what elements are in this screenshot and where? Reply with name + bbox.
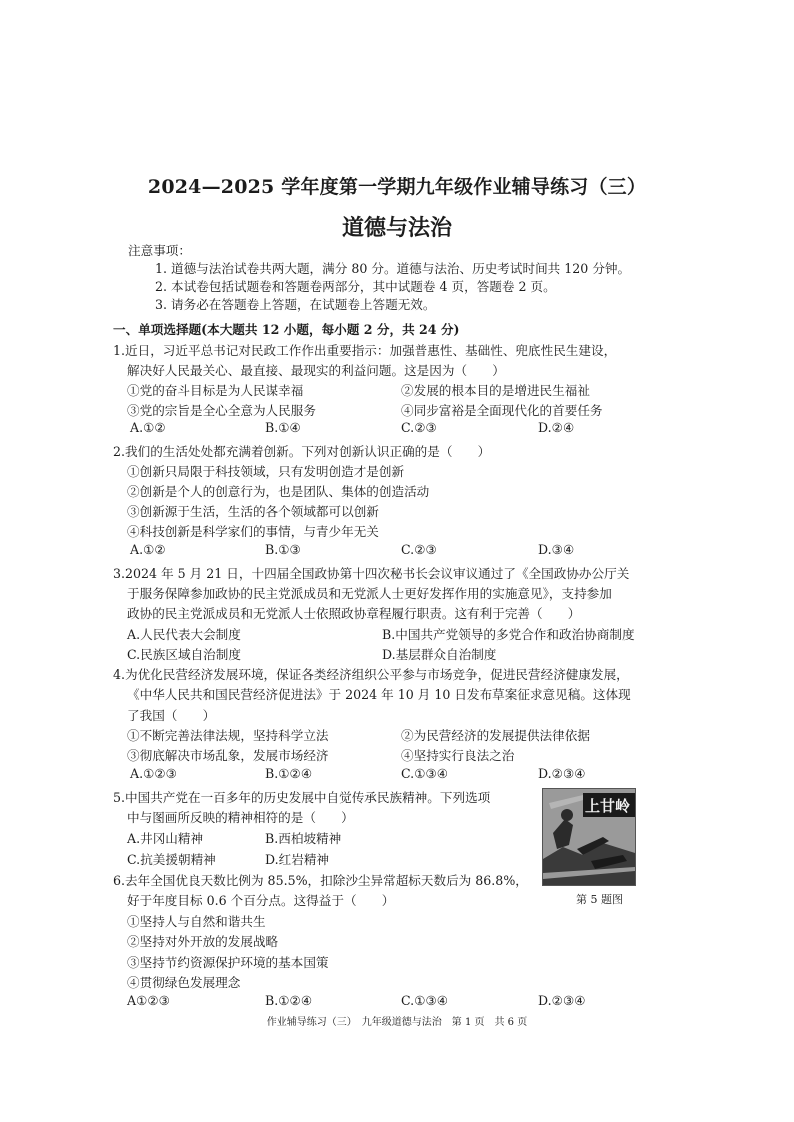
- answer-option: B.西柏坡精神: [265, 831, 342, 846]
- note-item: 3. 请务必在答题卷上答题，在试题卷上答题无效。: [155, 297, 436, 312]
- statement-item: ②创新是个人的创意行为，也是团队、集体的创造活动: [127, 484, 430, 499]
- question-1-stem: 解决好人民最关心、最直接、最现实的利益问题。这是因为（ ）: [127, 363, 505, 378]
- answer-option: C.①③④: [401, 993, 449, 1008]
- image-title-text: 上甘岭: [585, 797, 631, 815]
- statement-item: ②坚持对外开放的发展战略: [127, 934, 279, 949]
- statement-item: ③坚持节约资源保护环境的基本国策: [127, 955, 329, 970]
- answer-option: B.①②④: [265, 766, 313, 781]
- section-heading: 一、单项选择题(本大题共 12 小题，每小题 2 分，共 24 分): [113, 322, 460, 337]
- question-3-stem: 政协的民主党派成员和无党派人士依照政协章程履行职责。这有利于完善（ ）: [127, 606, 581, 621]
- answer-option: B.①②④: [265, 993, 313, 1008]
- question-2-stem: 2.我们的生活处处都充满着创新。下列对创新认识正确的是（ ）: [113, 444, 491, 459]
- question-3-stem: 3.2024 年 5 月 21 日，十四届全国政协第十四次秘书长会议审议通过了《全国政协办公厅关: [113, 566, 630, 581]
- answer-option: B.①③: [265, 542, 301, 557]
- question-4-stem: 4.为优化民营经济发展环境，保证各类经济组织公平参与市场竞争，促进民营经济健康发展，: [113, 667, 629, 682]
- question-1-stem: 1.近日，习近平总书记对民政工作作出重要指示：加强普惠性、基础性、兜底性民生建设，: [113, 343, 617, 358]
- statement-item: ①坚持人与自然和谐共生: [127, 914, 266, 929]
- answer-option: A.①②: [130, 542, 166, 557]
- answer-option: C.②③: [401, 542, 437, 557]
- answer-option: C.①③④: [401, 766, 449, 781]
- answer-option: A.井冈山精神: [127, 831, 204, 846]
- subject-title: 道德与法治: [341, 216, 452, 241]
- statement-item: ③党的宗旨是全心全意为人民服务: [127, 403, 316, 418]
- answer-option: D.②③④: [538, 766, 586, 781]
- question-5-stem: 中与图画所反映的精神相符的是（ ）: [127, 810, 354, 825]
- answer-option: C.②③: [401, 420, 437, 435]
- figure-caption: 第 5 题图: [576, 893, 623, 906]
- answer-option: D.②③④: [538, 993, 586, 1008]
- note-item: 2. 本试卷包括试题卷和答题卷两部分，其中试题卷 4 页，答题卷 2 页。: [155, 279, 556, 294]
- page-title: 2024—2025 学年度第一学期九年级作业辅导练习（三）: [147, 176, 647, 198]
- answer-option: A.人民代表大会制度: [127, 627, 241, 642]
- statement-item: ③创新源于生活，生活的各个领域都可以创新: [127, 504, 379, 519]
- notes-heading: 注意事项：: [128, 243, 191, 258]
- question-5-illustration: [542, 788, 636, 886]
- answer-option: C.民族区域自治制度: [127, 647, 241, 662]
- statement-item: ①创新只局限于科技领域，只有发明创造才是创新: [127, 464, 405, 479]
- answer-option: B.①④: [265, 420, 301, 435]
- answer-option: D.红岩精神: [265, 852, 330, 867]
- question-3-stem: 于服务保障参加政协的民主党派成员和无党派人士更好发挥作用的实施意见》，支持参加: [127, 586, 612, 601]
- answer-option: D.③④: [538, 542, 575, 557]
- statement-item: ④坚持实行良法之治: [401, 748, 515, 763]
- statement-item: ①党的奋斗目标是为人民谋幸福: [127, 383, 304, 398]
- answer-option: D.②④: [538, 420, 575, 435]
- answer-option: C.抗美援朝精神: [127, 852, 216, 867]
- statement-item: ②发展的根本目的是增进民生福祉: [401, 383, 590, 398]
- question-4-stem: 《中华人民共和国民营经济促进法》于 2024 年 10 月 10 日发布草案征求意见稿。这体现: [127, 687, 631, 702]
- question-4-stem: 了我国（ ）: [127, 708, 216, 723]
- page-footer: 作业辅导练习（三） 九年级道德与法治 第 1 页 共 6 页: [266, 1017, 528, 1028]
- answer-option: A.①②③: [130, 766, 177, 781]
- answer-option: B.中国共产党领导的多党合作和政治协商制度: [382, 627, 635, 642]
- question-6-stem: 好于年度目标 0.6 个百分点。这得益于（ ）: [127, 893, 395, 908]
- answer-option: A①②③: [127, 993, 170, 1008]
- question-6-stem: 6.去年全国优良天数比例为 85.5%，扣除沙尘异常超标天数后为 86.8%，: [113, 873, 528, 888]
- answer-option: D.基层群众自治制度: [382, 647, 497, 662]
- statement-item: ①不断完善法律法规，坚持科学立法: [127, 728, 329, 743]
- question-5-stem: 5.中国共产党在一百多年的历史发展中自觉传承民族精神。下列选项: [113, 790, 491, 805]
- answer-option: A.①②: [130, 420, 166, 435]
- statement-item: ③彻底解决市场乱象，发展市场经济: [127, 748, 329, 763]
- statement-item: ④同步富裕是全面现代化的首要任务: [401, 403, 603, 418]
- statement-item: ④贯彻绿色发展理念: [127, 975, 241, 990]
- note-item: 1. 道德与法治试卷共两大题，满分 80 分。道德与法治、历史考试时间共 120 分钟。: [155, 261, 631, 276]
- statement-item: ④科技创新是科学家们的事情，与青少年无关: [127, 524, 379, 539]
- statement-item: ②为民营经济的发展提供法律依据: [401, 728, 590, 743]
